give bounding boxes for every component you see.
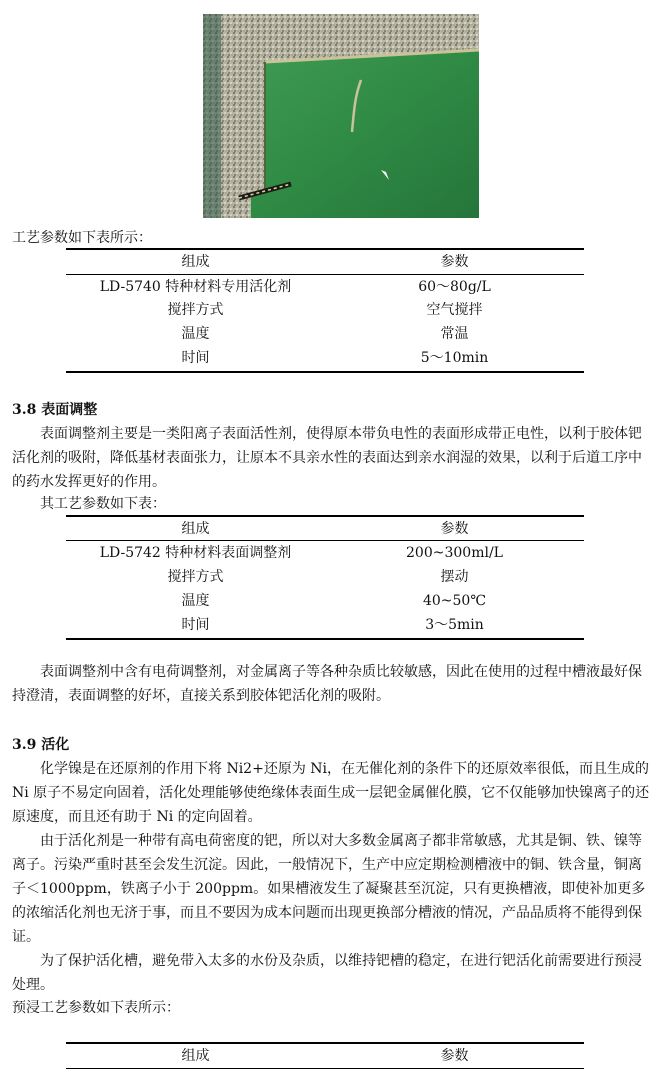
- section-3-8-paragraph: 表面调整剂主要是一类阳离子表面活性剂，使得原本带负电性的表面形成带正电性，以利于胶体钯活化剂的吸附，降低基材表面张力，让原本不具亲水性的表面达到亲水润湿的效果，以利于后道工序中的药水发挥更好的作用。: [12, 426, 642, 490]
- table2-header-parameter: 参数: [440, 521, 469, 537]
- table2-top-rule: [66, 515, 584, 517]
- table3-caption: 预浸工艺参数如下表所示：: [12, 1000, 180, 1016]
- table1-caption: 工艺参数如下表所示：: [12, 230, 152, 246]
- section-3-8-note: 表面调整剂中含有电荷调整剂，对金属离子等各种杂质比较敏感，因此在使用的过程中槽液最好保持澄清，表面调整的好坏，直接关系到胶体钯活化剂的吸附。: [12, 664, 642, 704]
- table2-row-parameter: 3～5min: [425, 617, 484, 633]
- section-heading-3-9: 3.9 活化: [12, 737, 70, 753]
- table1-row-composition: LD-5740 特种材料专用活化剂: [99, 279, 292, 295]
- table2-row-composition: 搅拌方式: [167, 569, 224, 585]
- table2-row-parameter: 200~300ml/L: [406, 545, 503, 561]
- table1-row-parameter: 5～10min: [420, 350, 489, 366]
- micrograph-photo: [203, 14, 479, 218]
- table1-top-rule: [66, 248, 584, 250]
- table1-row-composition: 搅拌方式: [167, 302, 224, 318]
- table2-header-rule: [66, 540, 584, 541]
- table3-header-rule: [66, 1068, 584, 1069]
- table2-row-parameter: 摆动: [440, 569, 469, 585]
- table2-row-composition: 温度: [181, 593, 210, 609]
- section-3-9-paragraph-1: 化学镍是在还原剂的作用下将 Ni2+还原为 Ni，在无催化剂的条件下的还原效率很低，而且生成的 Ni 原子不易定向固着，活化处理能够使绝缘体表面生成一层钯金属催化膜，它不仅能够加快镍离子的还原速度，而且还有助于 Ni 的定向固着。: [12, 761, 650, 825]
- section-3-9-paragraph-2: 由于活化剂是一种带有高电荷密度的钯，所以对大多数金属离子都非常敏感，尤其是铜、铁、镍等离子。污染严重时甚至会发生沉淀。因此，一般情况下，生产中应定期检测槽液中的铜、铁含量，铜离子＜1000ppm，铁离子小于 200ppm。如果槽液发生了凝聚甚至沉淀，只有更换槽液，即使补加更多的浓缩活化剂也无济于事，而且不要因为成本问题而出现更换部分槽液的情况，产品品质将不能得到保证。: [12, 833, 646, 945]
- table2-row-composition: LD-5742 特种材料表面调整剂: [99, 545, 292, 561]
- table1-row-parameter: 60～80g/L: [418, 279, 491, 295]
- table3-top-rule: [66, 1042, 584, 1044]
- table2-row-composition: 时间: [181, 617, 210, 633]
- table1-row-composition: 时间: [181, 350, 210, 366]
- table3-header-composition: 组成: [181, 1048, 210, 1064]
- table3-header-parameter: 参数: [440, 1048, 469, 1064]
- section-3-9-paragraph-3: 为了保护活化槽，避免带入太多的水份及杂质，以维持钯槽的稳定，在进行钯活化前需要进行预浸处理。: [12, 953, 642, 993]
- section-heading-3-8: 3.8 表面调整: [12, 402, 98, 418]
- table2-caption: 其工艺参数如下表：: [40, 496, 166, 512]
- table1-header-rule: [66, 274, 584, 275]
- table1-header-parameter: 参数: [440, 254, 469, 270]
- table1-bottom-rule: [66, 371, 584, 373]
- table1-header-composition: 组成: [181, 254, 210, 270]
- table1-row-parameter: 常温: [440, 326, 469, 342]
- table2-header-composition: 组成: [181, 521, 210, 537]
- table1-row-parameter: 空气搅拌: [426, 302, 483, 318]
- table2-bottom-rule: [66, 638, 584, 640]
- table1-row-composition: 温度: [181, 326, 210, 342]
- table2-row-parameter: 40~50℃: [422, 593, 487, 609]
